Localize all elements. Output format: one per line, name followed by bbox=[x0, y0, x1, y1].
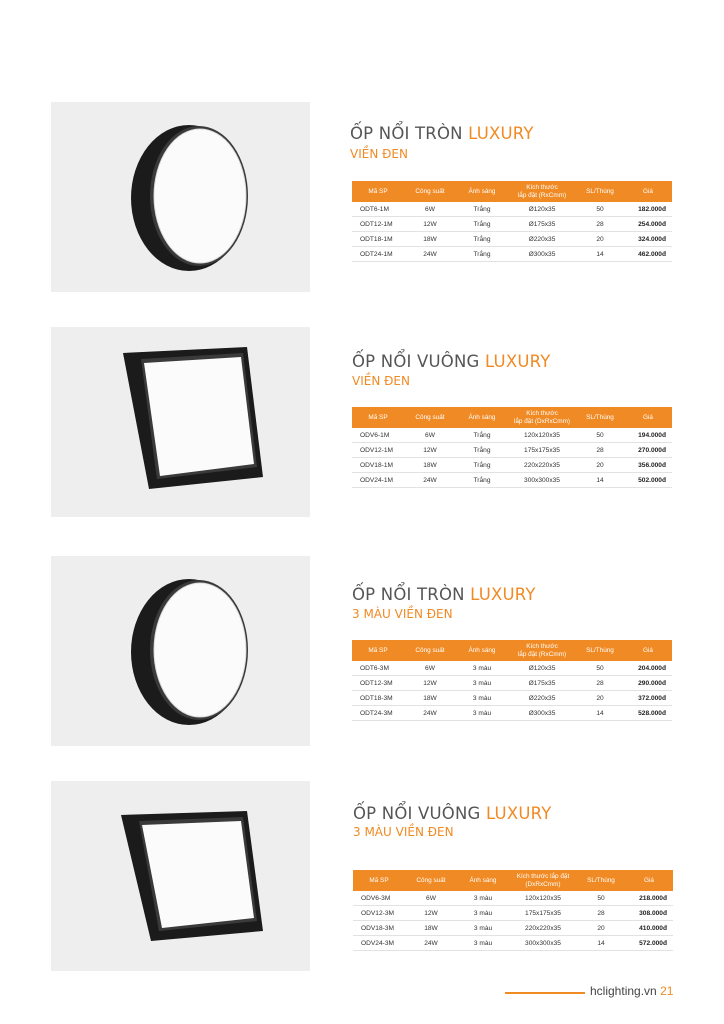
column-header: SL/Thùng bbox=[576, 181, 624, 202]
price-cell: 572.000đ bbox=[625, 936, 673, 951]
column-header: SL/Thùng bbox=[577, 870, 625, 891]
table-cell: 6W bbox=[404, 428, 456, 443]
table-cell: Trắng bbox=[456, 217, 508, 232]
table-row bbox=[352, 458, 672, 473]
column-header: Ánh sáng bbox=[456, 407, 508, 428]
price-cell: 372.000đ bbox=[624, 691, 672, 706]
column-header: Mã SP bbox=[353, 870, 405, 891]
table-cell: 3 màu bbox=[457, 936, 509, 951]
table-cell: 28 bbox=[576, 217, 624, 232]
table-cell: 3 màu bbox=[456, 676, 508, 691]
price-cell: 324.000đ bbox=[624, 232, 672, 247]
table-row bbox=[352, 706, 672, 721]
price-cell: 528.000đ bbox=[624, 706, 672, 721]
product-code-cell: ODV24-1M bbox=[352, 473, 404, 488]
column-header: Mã SP bbox=[352, 640, 404, 661]
table-cell: Trắng bbox=[456, 232, 508, 247]
column-header: Công suất bbox=[405, 870, 457, 891]
section-subtitle: VIỀN ĐEN bbox=[352, 374, 410, 388]
table-row bbox=[352, 676, 672, 691]
column-header: Kích thước lắp đặt (RxCmm) bbox=[508, 181, 576, 202]
round-light-icon bbox=[51, 102, 310, 292]
column-header: SL/Thùng bbox=[576, 407, 624, 428]
table-header-row bbox=[352, 640, 672, 661]
table-cell: 50 bbox=[576, 428, 624, 443]
table-row bbox=[353, 891, 673, 906]
table-cell: 3 màu bbox=[456, 691, 508, 706]
table-cell: 24W bbox=[404, 706, 456, 721]
table-cell: 24W bbox=[404, 247, 456, 262]
table-cell: 20 bbox=[577, 921, 625, 936]
table-cell: 50 bbox=[577, 891, 625, 906]
column-header: Công suất bbox=[404, 181, 456, 202]
table-cell: Ø300x35 bbox=[508, 706, 576, 721]
column-header: SL/Thùng bbox=[576, 640, 624, 661]
table-cell: 300x300x35 bbox=[509, 936, 577, 951]
column-header: Giá bbox=[624, 640, 672, 661]
table-cell: 20 bbox=[576, 232, 624, 247]
product-code-cell: ODT18-1M bbox=[352, 232, 404, 247]
product-code-cell: ODV6-1M bbox=[352, 428, 404, 443]
table-cell: Ø300x35 bbox=[508, 247, 576, 262]
table-row bbox=[352, 232, 672, 247]
table-cell: Ø120x35 bbox=[508, 661, 576, 676]
table-cell: 220x220x35 bbox=[508, 458, 576, 473]
section-title: ỐP NỔI VUÔNG LUXURY bbox=[353, 804, 552, 823]
table-cell: 175x175x35 bbox=[509, 906, 577, 921]
section-title: ỐP NỔI TRÒN LUXURY bbox=[352, 585, 536, 604]
table-cell: 6W bbox=[405, 891, 457, 906]
price-cell: 502.000đ bbox=[624, 473, 672, 488]
price-cell: 356.000đ bbox=[624, 458, 672, 473]
table-cell: Trắng bbox=[456, 473, 508, 488]
table-cell: 14 bbox=[576, 706, 624, 721]
column-header: Giá bbox=[625, 870, 673, 891]
section-title: ỐP NỔI TRÒN LUXURY bbox=[350, 124, 534, 143]
column-header: Kích thước lắp đặt (DxRxCmm) bbox=[509, 870, 577, 891]
section-subtitle: 3 MÀU VIỀN ĐEN bbox=[353, 825, 454, 839]
section-subtitle: 3 MÀU VIỀN ĐEN bbox=[352, 607, 453, 621]
page-number: 21 bbox=[660, 984, 674, 998]
table-cell: Trắng bbox=[456, 443, 508, 458]
table-cell: 20 bbox=[576, 458, 624, 473]
table-cell: 175x175x35 bbox=[508, 443, 576, 458]
table-cell: Trắng bbox=[456, 247, 508, 262]
column-header: Giá bbox=[624, 181, 672, 202]
price-cell: 290.000đ bbox=[624, 676, 672, 691]
table-cell: 12W bbox=[404, 676, 456, 691]
column-header: Kích thước lắp đặt (RxCmm) bbox=[508, 640, 576, 661]
table-cell: Trắng bbox=[456, 458, 508, 473]
product-code-cell: ODT24-1M bbox=[352, 247, 404, 262]
table-cell: 120x120x35 bbox=[508, 428, 576, 443]
table-cell: 3 màu bbox=[457, 891, 509, 906]
product-code-cell: ODV6-3M bbox=[353, 891, 405, 906]
spec-table bbox=[352, 181, 672, 262]
table-cell: 50 bbox=[576, 661, 624, 676]
product-code-cell: ODT6-3M bbox=[352, 661, 404, 676]
table-row bbox=[353, 936, 673, 951]
column-header: Ánh sáng bbox=[456, 640, 508, 661]
price-cell: 254.000đ bbox=[624, 217, 672, 232]
product-photo-round-1 bbox=[51, 102, 310, 292]
table-cell: 28 bbox=[576, 676, 624, 691]
table-cell: 14 bbox=[576, 473, 624, 488]
table-row bbox=[352, 202, 672, 217]
table-row bbox=[352, 443, 672, 458]
table-header-row bbox=[352, 181, 672, 202]
table-cell: 14 bbox=[576, 247, 624, 262]
table-cell: Trắng bbox=[456, 428, 508, 443]
table-cell: Ø175x35 bbox=[508, 676, 576, 691]
price-cell: 194.000đ bbox=[624, 428, 672, 443]
table-cell: 6W bbox=[404, 661, 456, 676]
price-cell: 270.000đ bbox=[624, 443, 672, 458]
table-row bbox=[352, 247, 672, 262]
product-code-cell: ODV24-3M bbox=[353, 936, 405, 951]
table-header-row bbox=[352, 407, 672, 428]
product-code-cell: ODT24-3M bbox=[352, 706, 404, 721]
table-cell: Ø120x35 bbox=[508, 202, 576, 217]
table-cell: Trắng bbox=[456, 202, 508, 217]
table-cell: 12W bbox=[404, 443, 456, 458]
table-cell: 18W bbox=[404, 458, 456, 473]
footer bbox=[590, 984, 673, 998]
price-cell: 410.000đ bbox=[625, 921, 673, 936]
column-header: Kích thước lắp đặt (DxRxCmm) bbox=[508, 407, 576, 428]
product-code-cell: ODT18-3M bbox=[352, 691, 404, 706]
table-row bbox=[352, 217, 672, 232]
table-cell: 3 màu bbox=[457, 921, 509, 936]
table-cell: 28 bbox=[576, 443, 624, 458]
table-cell: 20 bbox=[576, 691, 624, 706]
table-cell: 14 bbox=[577, 936, 625, 951]
product-photo-round-2 bbox=[51, 556, 310, 746]
table-cell: 24W bbox=[405, 936, 457, 951]
product-code-cell: ODV18-1M bbox=[352, 458, 404, 473]
column-header: Công suất bbox=[404, 407, 456, 428]
spec-table bbox=[352, 407, 672, 488]
square-light-icon bbox=[51, 327, 310, 517]
table-cell: 3 màu bbox=[456, 706, 508, 721]
table-row bbox=[352, 691, 672, 706]
product-code-cell: ODT6-1M bbox=[352, 202, 404, 217]
table-row bbox=[353, 921, 673, 936]
table-row bbox=[352, 661, 672, 676]
table-cell: 220x220x35 bbox=[509, 921, 577, 936]
table-cell: 18W bbox=[404, 691, 456, 706]
table-cell: 120x120x35 bbox=[509, 891, 577, 906]
table-cell: 12W bbox=[405, 906, 457, 921]
price-cell: 182.000đ bbox=[624, 202, 672, 217]
column-header: Mã SP bbox=[352, 407, 404, 428]
section-title: ỐP NỔI VUÔNG LUXURY bbox=[352, 352, 551, 371]
table-cell: Ø175x35 bbox=[508, 217, 576, 232]
table-header-row bbox=[353, 870, 673, 891]
table-cell: 28 bbox=[577, 906, 625, 921]
column-header: Giá bbox=[624, 407, 672, 428]
table-cell: 3 màu bbox=[457, 906, 509, 921]
product-photo-square-1 bbox=[51, 327, 310, 517]
table-cell: Ø220x35 bbox=[508, 232, 576, 247]
spec-table bbox=[353, 870, 673, 951]
table-cell: 300x300x35 bbox=[508, 473, 576, 488]
product-code-cell: ODT12-1M bbox=[352, 217, 404, 232]
section-subtitle: VIỀN ĐEN bbox=[350, 147, 408, 161]
table-cell: 3 màu bbox=[456, 661, 508, 676]
price-cell: 204.000đ bbox=[624, 661, 672, 676]
price-cell: 218.000đ bbox=[625, 891, 673, 906]
spec-table bbox=[352, 640, 672, 721]
table-cell: 24W bbox=[404, 473, 456, 488]
table-row bbox=[353, 906, 673, 921]
table-row bbox=[352, 473, 672, 488]
column-header: Ánh sáng bbox=[457, 870, 509, 891]
price-cell: 308.000đ bbox=[625, 906, 673, 921]
square-light-icon bbox=[51, 781, 310, 971]
product-code-cell: ODV12-3M bbox=[353, 906, 405, 921]
column-header: Công suất bbox=[404, 640, 456, 661]
table-cell: 18W bbox=[404, 232, 456, 247]
table-cell: 18W bbox=[405, 921, 457, 936]
column-header: Ánh sáng bbox=[456, 181, 508, 202]
product-code-cell: ODT12-3M bbox=[352, 676, 404, 691]
footer-divider bbox=[505, 992, 585, 994]
round-light-icon bbox=[51, 556, 310, 746]
table-cell: 12W bbox=[404, 217, 456, 232]
product-code-cell: ODV12-1M bbox=[352, 443, 404, 458]
table-row bbox=[352, 428, 672, 443]
table-cell: Ø220x35 bbox=[508, 691, 576, 706]
table-cell: 6W bbox=[404, 202, 456, 217]
footer-site: hclighting.vn bbox=[590, 984, 657, 998]
price-cell: 462.000đ bbox=[624, 247, 672, 262]
product-code-cell: ODV18-3M bbox=[353, 921, 405, 936]
product-photo-square-2 bbox=[51, 781, 310, 971]
column-header: Mã SP bbox=[352, 181, 404, 202]
table-cell: 50 bbox=[576, 202, 624, 217]
